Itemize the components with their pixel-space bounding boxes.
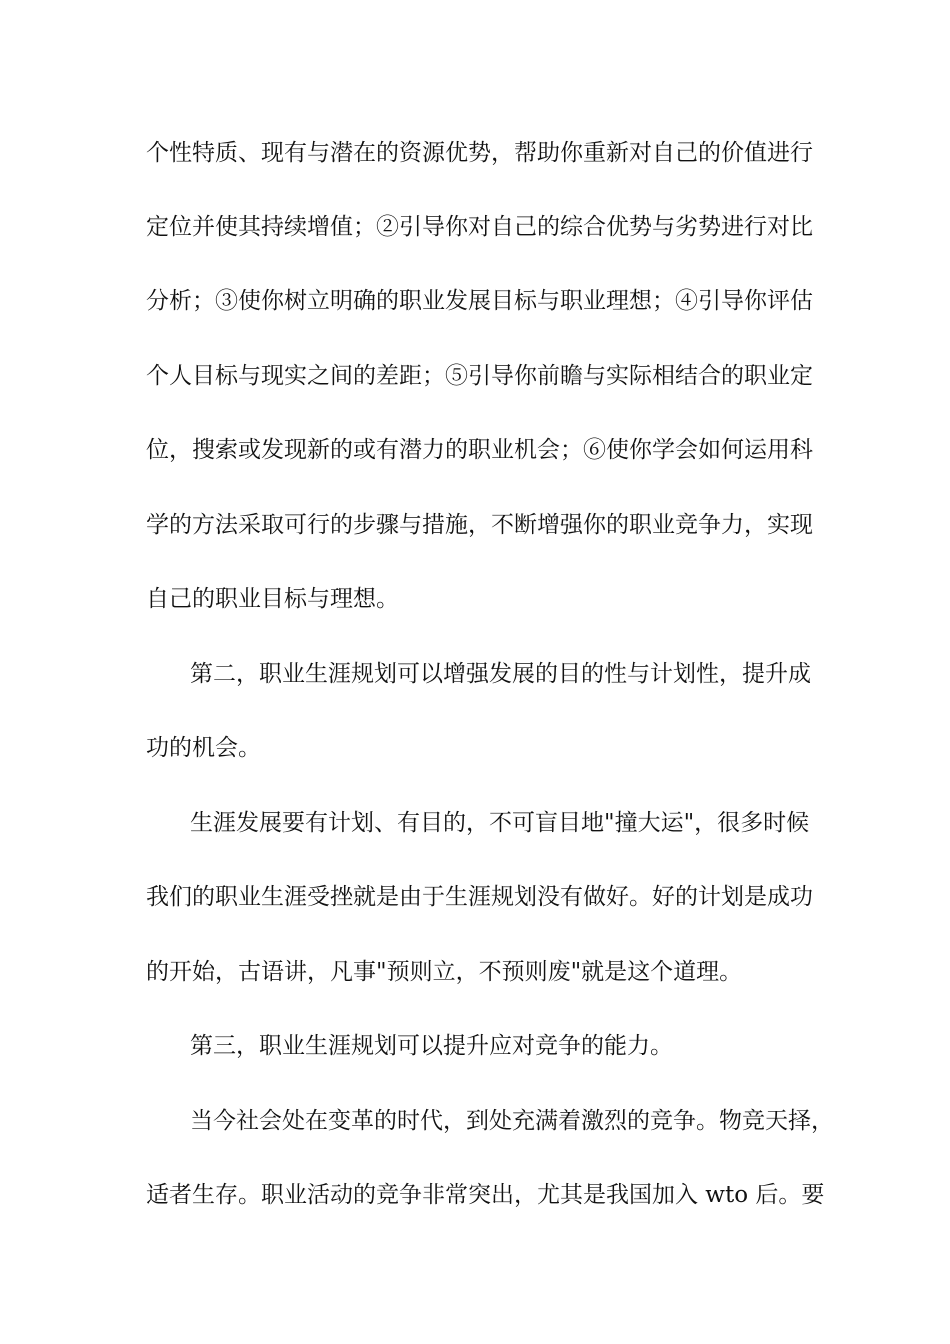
text-line-3: 分析；③使你树立明确的职业发展目标与职业理想；④引导你评估 [146, 288, 813, 314]
text-line-15: 适者生存。职业活动的竞争非常突出，尤其是我国加入 wto 后。要 [146, 1182, 825, 1208]
text-line-12: 的开始，古语讲，凡事"预则立，不预则废"就是这个道理。 [146, 959, 743, 985]
text-line-7: 自己的职业目标与理想。 [146, 586, 399, 612]
text-line-6: 学的方法采取可行的步骤与措施，不断增强你的职业竞争力，实现 [146, 512, 813, 538]
text-line-9: 功的机会。 [146, 735, 261, 761]
text-line-2: 定位并使其持续增值；②引导你对自己的综合优势与劣势进行对比 [146, 214, 813, 240]
text-line-10: 生涯发展要有计划、有目的，不可盲目地"撞大运"，很多时候 [190, 810, 810, 836]
text-line-1: 个性特质、现有与潜在的资源优势，帮助你重新对自己的价值进行 [146, 140, 813, 166]
text-line-4: 个人目标与现实之间的差距；⑤引导你前瞻与实际相结合的职业定 [146, 363, 813, 389]
paragraph-heading-third: 第三，职业生涯规划可以提升应对竞争的能力。 [190, 1033, 673, 1059]
text-line-11: 我们的职业生涯受挫就是由于生涯规划没有做好。好的计划是成功 [146, 884, 813, 910]
text-line-5: 位，搜索或发现新的或有潜力的职业机会；⑥使你学会如何运用科 [146, 437, 813, 463]
text-line-14: 当今社会处在变革的时代，到处充满着激烈的竞争。物竞天择， [190, 1108, 834, 1134]
paragraph-heading-second: 第二，职业生涯规划可以增强发展的目的性与计划性，提升成 [190, 661, 811, 687]
